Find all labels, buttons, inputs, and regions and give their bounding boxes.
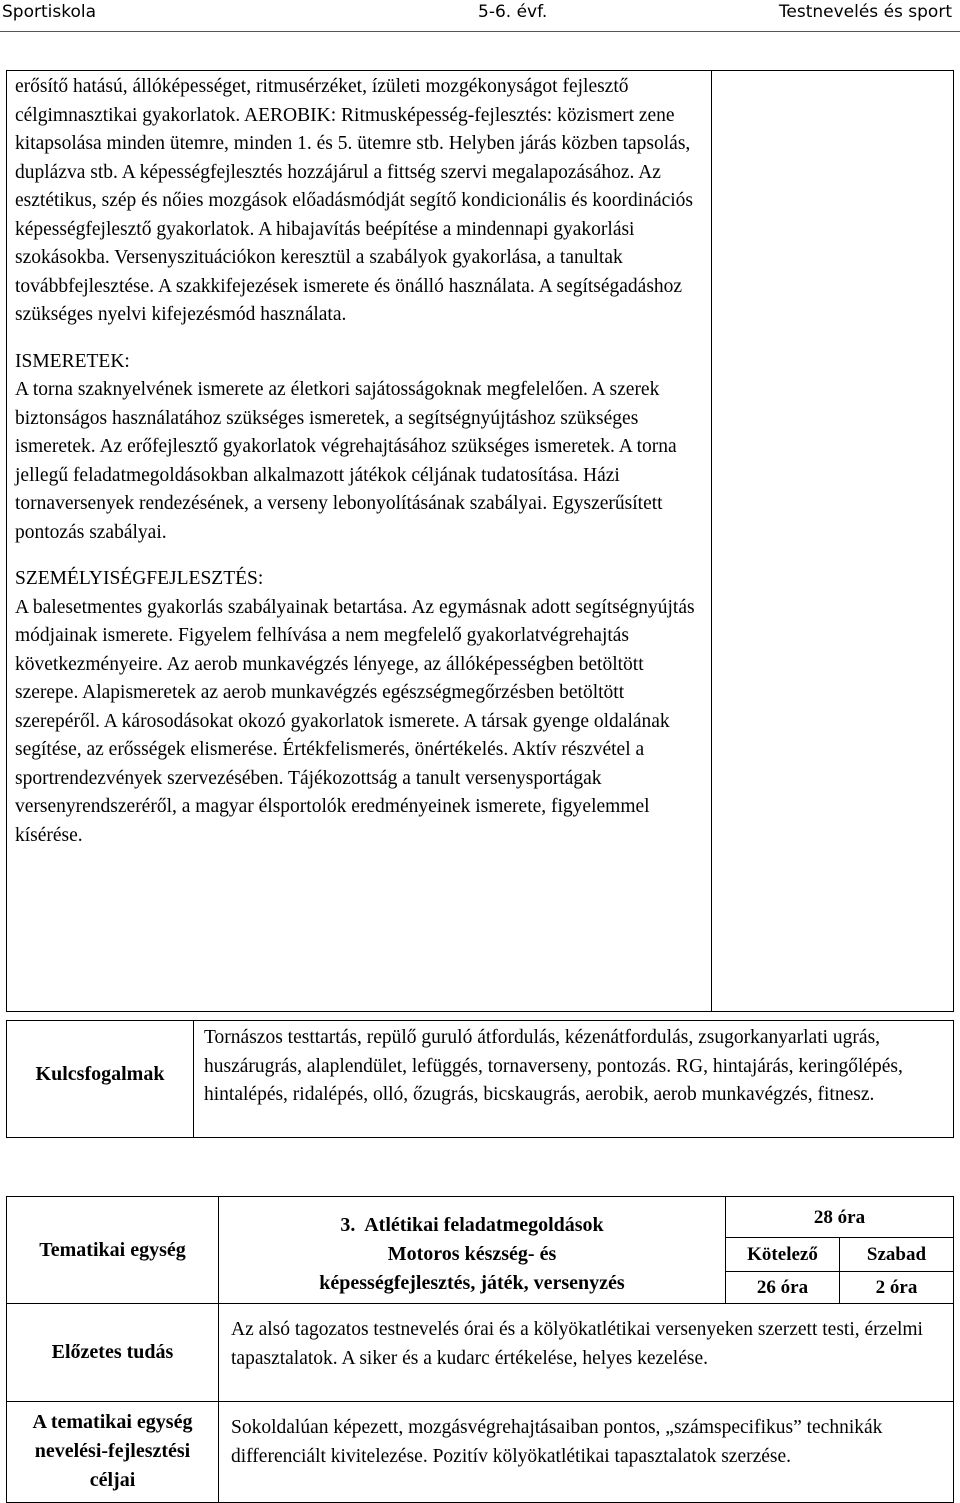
right-empty-cell	[711, 70, 954, 1012]
unit-title-num: 3.	[340, 1214, 356, 1236]
ismeretek-text: A torna szaknyelvének ismerete az életkori sajátosságoknak megfelelően. A szerek biztonságos használatához szükséges ismeretek, a segítségnyújtáshoz szükséges ismeretek. Az erőfejlesztő gyakorlatok végrehajtásához szükséges ismeretek. A torna jellegű feladatmegoldásokban alkalmazott játékok céljának tudatosítása. Házi tornaversenyek rendezésének, a verseny lebonyolításának szabályai. Egyszerűsített pontozás szabályai.	[15, 379, 677, 543]
header-school: Sportiskola	[2, 2, 96, 22]
prior-text: Az alsó tagozatos testnevelés órai és a kölyökatlétikai versenyeken szerzett testi, érzelmi tapasztalatok. A siker és a kudarc értékelése, helyes kezelése.	[231, 1319, 923, 1369]
content-paragraph: erősítő hatású, állóképességet, ritmusérzéket, ízületi mozgékonyságot fejlesztő célgimnasztikai gyakorlatok. AEROBIK: Ritmusképesség-fejlesztés: közismert zene kitapsolása minden ütemre, minden 1. és 5. ütemre stb. Helyben járás közben tapsolás, duplázva stb. A képességfejlesztés hozzájárul a fittség szervi megalapozásához. Az esztétikus, szép és nőies mozgások előadásmódját segítő kondicionális és koordinációs képességfejlesztő gyakorlatok. A hibajavítás beépítése a mindennapi gyakorlási szokásokba. Versenyszituációkon keresztül a szabályok gyakorlása, a tanultak továbbfejlesztése. A szakkifejezések ismerete és önálló használata. A segítségadáshoz szükséges nyelvi kifejezésmód használata.	[15, 76, 694, 325]
kulcs-text: Tornászos testtartás, repülő guruló átfordulás, kézenátfordulás, zsugorkanyarlati ugrás, huszárugrás, alaplendület, lefüggés, tornaverseny, pontozás. RG, hintajárás, keringőlépés, hintalépés, ridalépés, olló, őzugrás, bicskaugrás, aerobik, aerob munkavégzés, fitnesz.	[204, 1027, 903, 1105]
unit-label: Tematikai egység	[39, 1239, 186, 1261]
mandatory-header: Kötelező	[747, 1244, 818, 1265]
content-text	[15, 73, 705, 850]
unit-title-line3: képességfejlesztés, játék, versenyzés	[319, 1272, 625, 1294]
szemelyiseg-title: SZEMÉLYISÉGFEJLESZTÉS:	[15, 568, 264, 589]
prior-label: Előzetes tudás	[51, 1341, 174, 1363]
unit-title-line1: Atlétikai feladatmegoldások	[364, 1214, 604, 1236]
header-grade: 5-6. évf.	[478, 2, 548, 22]
header-divider	[0, 31, 960, 32]
free-header: Szabad	[866, 1244, 927, 1265]
kulcs-label: Kulcsfogalmak	[35, 1063, 165, 1085]
ismeretek-title: ISMERETEK:	[15, 350, 130, 372]
mandatory-hours: 26 óra	[756, 1277, 809, 1298]
free-hours: 2 óra	[875, 1277, 918, 1298]
hours-total: 28 óra	[813, 1207, 866, 1228]
header-subject: Testnevelés és sport	[778, 2, 952, 22]
unit-title	[218, 1211, 726, 1298]
szemelyiseg-text: A balesetmentes gyakorlás szabályainak betartása. Az egymásnak adott segítségnyújtás módjainak ismerete. Figyelem felhívása a nem megfelelő gyakorlatvégrehajtás következményeire. Az aerob munkavégzés lényege, az állóképességben betöltött szerepe. Alapismeretek az aerob munkavégzés egészségmegőrzésben betöltött szerepéről. A károsodásokat okozó gyakorlatok ismerete. A társak gyenge oldalának segítése, az erősségek elismerése. Értékfelismerés, önértékelés. Aktív részvétel a sportrendezvények szervezésében. Tájékozottság a tanult versenysportágak versenyrendszeréről, a magyar élsportolók eredményeinek ismerete, figyelemmel kísérése.	[15, 596, 695, 846]
goals-text: Sokoldalúan képezett, mozgásvégrehajtásaiban pontos, „számspecifikus” technikák differenciált kivitelezése. Pozitív kölyökatlétikai tapasztalatok szerzése.	[231, 1417, 883, 1467]
page-header	[0, 0, 960, 30]
unit-title-line2: Motoros készség- és	[387, 1243, 557, 1265]
goals-label: A tematikai egység nevelési-fejlesztési céljai	[32, 1411, 193, 1491]
